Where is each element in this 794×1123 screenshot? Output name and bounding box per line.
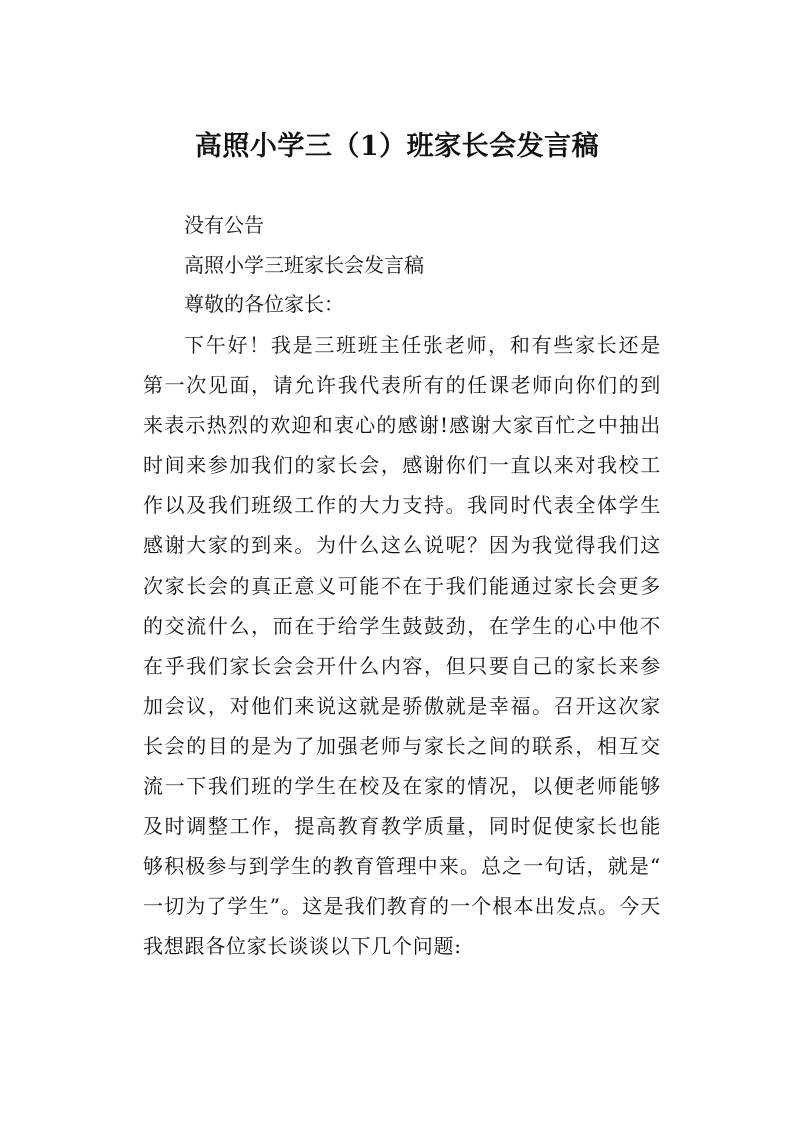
notice-line: 没有公告 [184,213,264,237]
document-title: 高照小学三（1）班家长会发言稿 [194,131,600,163]
greeting-line: 尊敬的各位家长： [184,292,344,316]
speech-paragraph: 下午好！我是三班班主任张老师，和有些家长还是第一次见面，请允许我代表所有的任课老师向你们的到来表示热烈的欢迎和衷心的感谢!感谢大家百忙之中抽出时间来参加我们的家长会，感谢你们一直以来对我校工作以及我们班级工作的大力支持。我同时代表全体学生感谢大家的到来。为什么这么说呢？因为我觉得我们这次家长会的真正意义可能不在于我们能通过家长会更多的交流什么，而在于给学生鼓鼓劲，在学生的心中他不在乎我们家长会会开什么内容，但只要自己的家长来参加会议，对他们来说这就是骄傲就是幸福。召开这次家长会的目的是为了加强老师与家长之间的联系，相互交流一下我们班的学生在校及在家的情况，以便老师能够及时调整工作，提高教育教学质量，同时促使家长也能够积极参与到学生的教育管理中来。总之一句话，就是“一切为了学生”。这是我们教育的一个根本出发点。今天我想跟各位家长谈谈以下几个问题: [143,333,661,959]
subtitle-line: 高照小学三班家长会发言稿 [184,253,424,277]
